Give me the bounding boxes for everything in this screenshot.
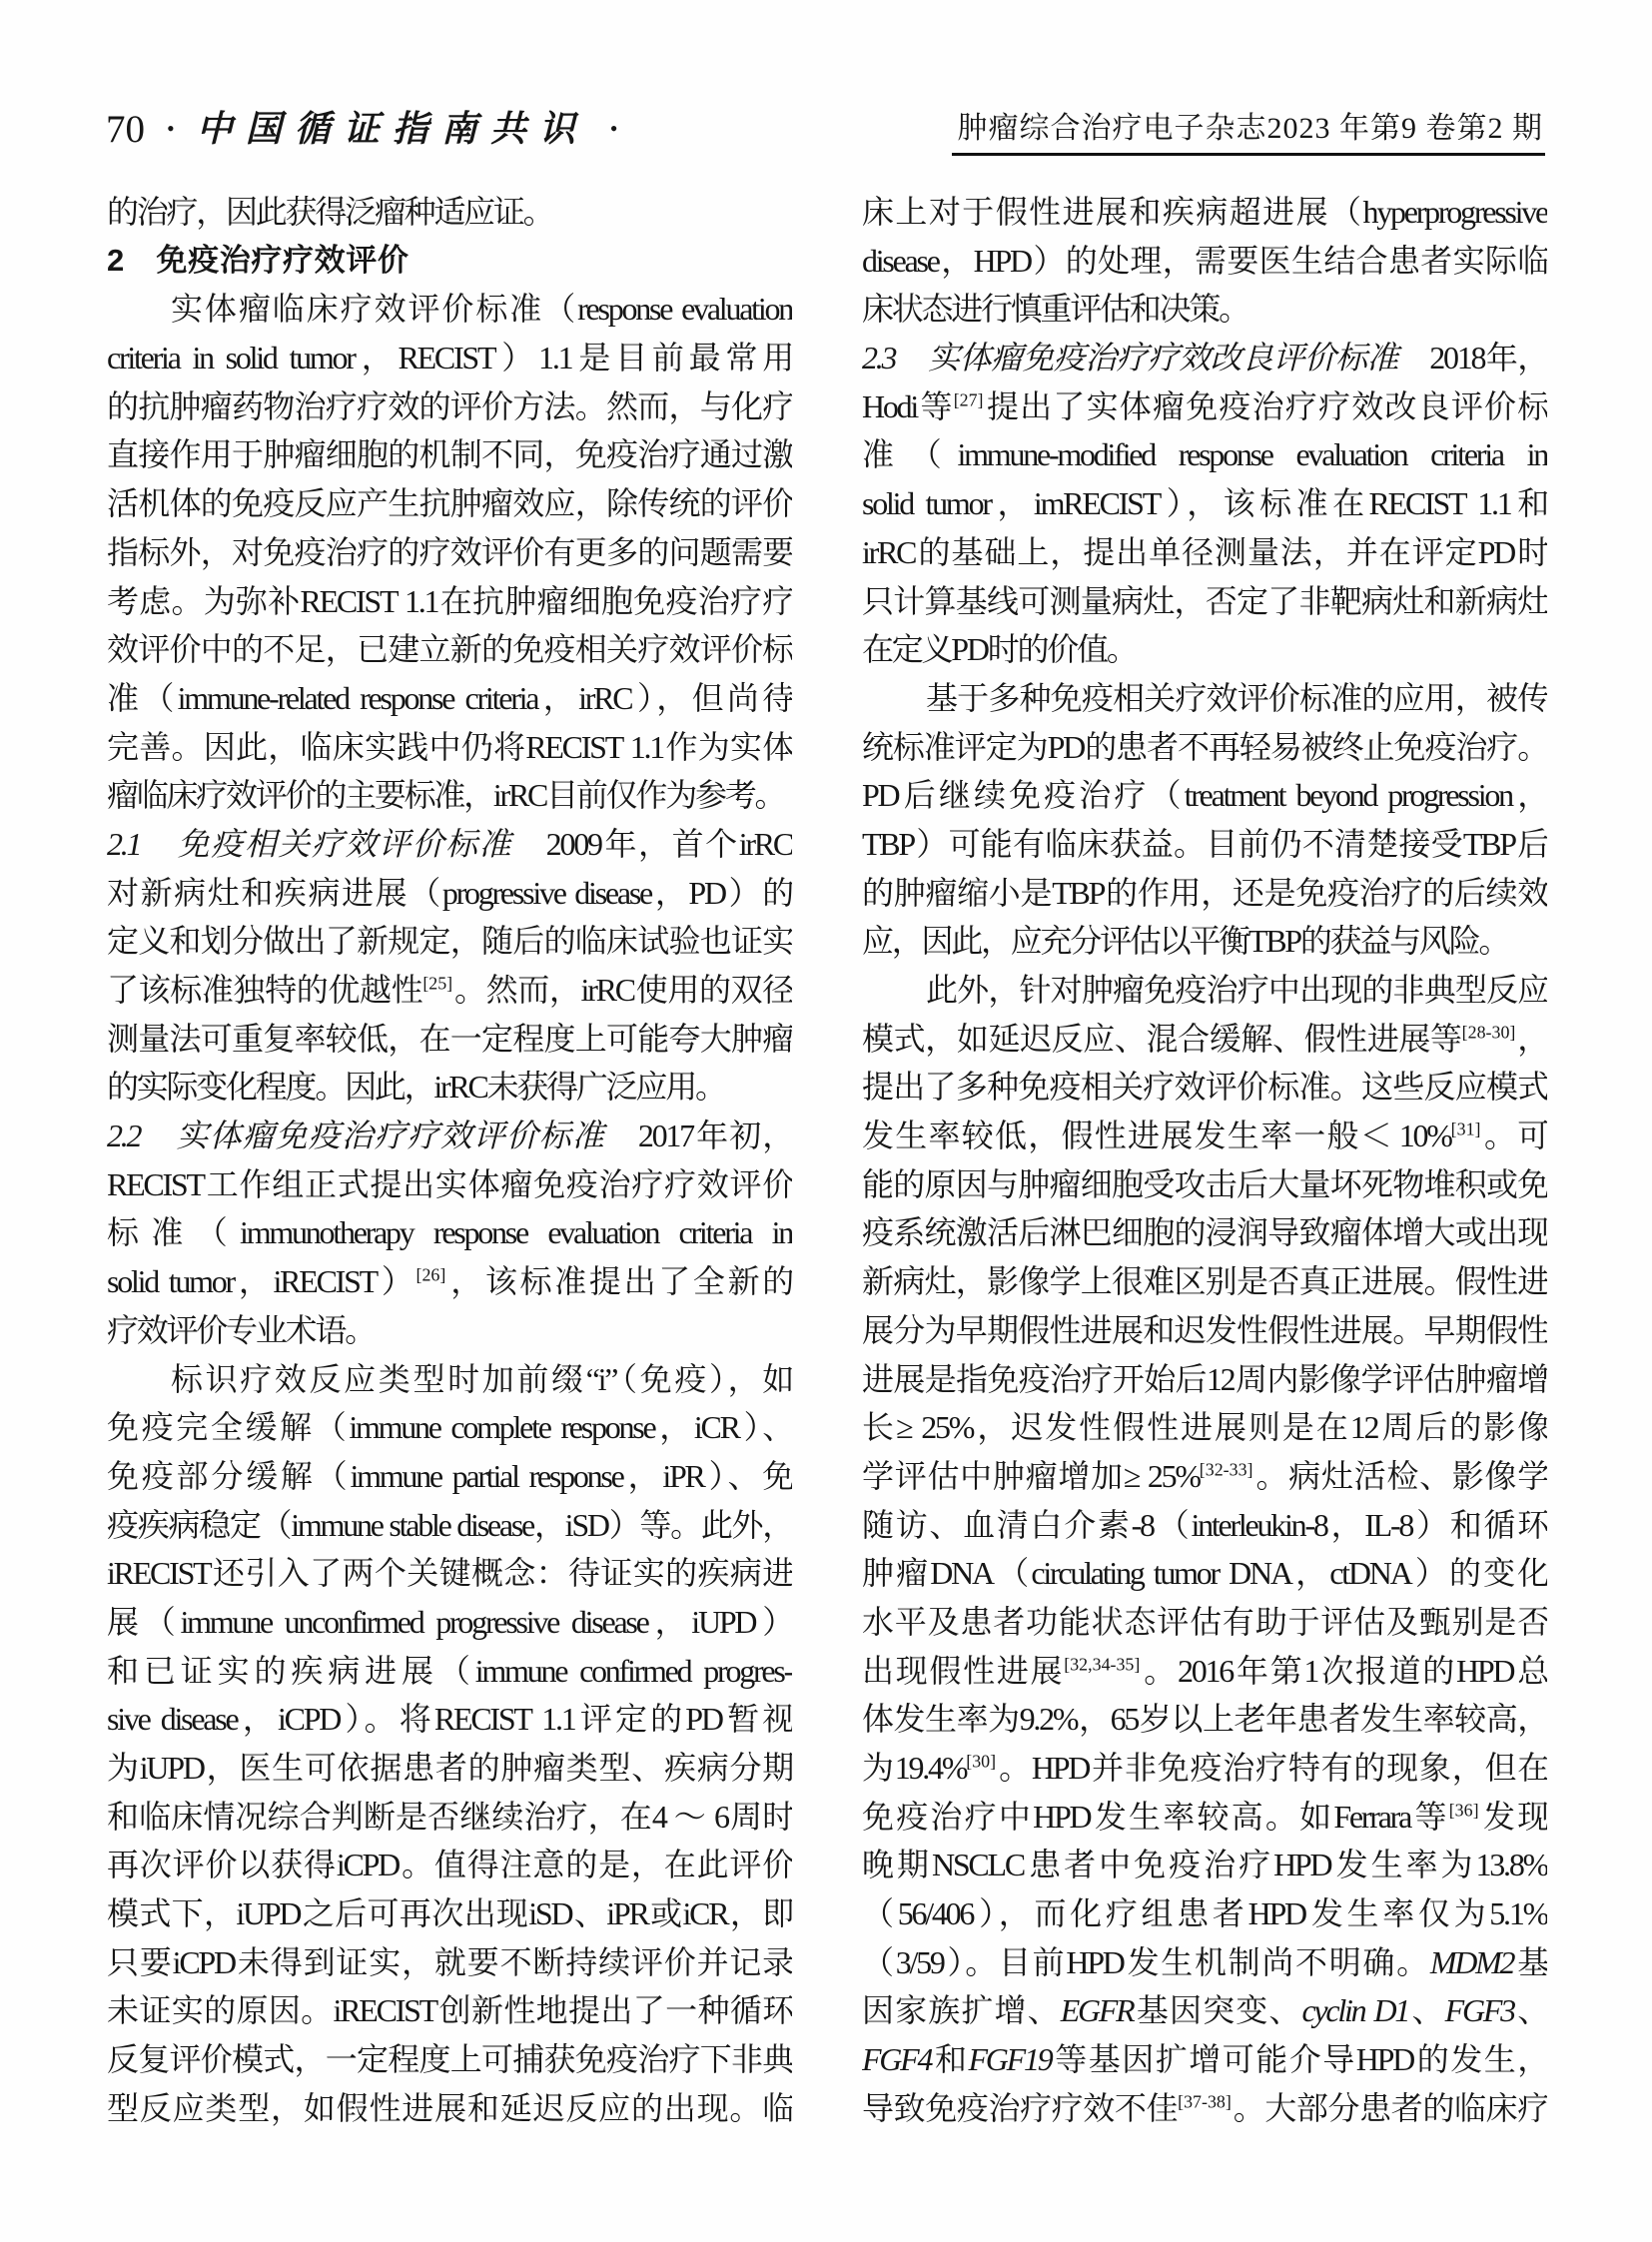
text-line xyxy=(862,1647,1547,1696)
citation-reference: [26] xyxy=(415,1264,446,1285)
text-run: Hodi等 xyxy=(862,387,954,424)
text-run: 测量法可重复率较低，在一定程度上可能夸大肿瘤 xyxy=(107,1020,792,1057)
text-line xyxy=(862,1938,1547,1987)
text-run: 的抗肿瘤药物治疗疗效的评价方法。然而，与化疗 xyxy=(107,387,792,424)
text-run: 完善。因此，临床实践中仍将RECIST 1.1作为实体 xyxy=(107,728,792,765)
column-right xyxy=(862,188,1547,2133)
text-run: 考虑。为弥补RECIST 1.1在抗肿瘤细胞免疫治疗疗 xyxy=(107,582,792,619)
text-line xyxy=(107,1889,792,1938)
text-line xyxy=(107,1841,792,1889)
text-line xyxy=(862,1501,1547,1550)
text-line xyxy=(107,1257,792,1306)
text-run: 的实际变化程度。因此，irRC未获得广泛应用。 xyxy=(107,1069,725,1106)
text-line xyxy=(107,1063,792,1112)
text-run: solid tumor，imRECIST），该标准在RECIST 1.1和 xyxy=(862,485,1547,522)
text-line xyxy=(862,917,1547,966)
text-run: 疗效评价专业术语。 xyxy=(107,1311,375,1348)
text-run: 对新病灶和疾病进展（progressive disease，PD）的 xyxy=(107,874,792,911)
text-line xyxy=(862,1986,1547,2035)
text-run: 。HPD并非免疫治疗特有的现象，但在 xyxy=(996,1750,1547,1786)
text-line xyxy=(107,1793,792,1842)
text-line xyxy=(862,723,1547,772)
text-run: 模式，如延迟反应、混合缓解、假性进展等 xyxy=(862,1020,1462,1057)
text-line xyxy=(107,2084,792,2133)
citation-reference: [36] xyxy=(1448,1800,1479,1821)
text-run: 水平及患者功能状态评估有助于评估及甄别是否 xyxy=(862,1603,1547,1640)
citation-reference: [27] xyxy=(953,389,984,410)
text-run: （3/59）。目前HPD发生机制尚不明确。 xyxy=(862,1943,1430,1980)
text-run: solid tumor，iRECIST） xyxy=(107,1263,416,1300)
text-run: 2 免疫治疗疗效评价 xyxy=(107,242,410,278)
text-line xyxy=(107,1355,792,1404)
text-line xyxy=(107,285,792,334)
text-line xyxy=(862,430,1547,479)
text-run: 展（immune unconfirmed progressive disease，iUPD） xyxy=(107,1603,792,1640)
text-run: 、 xyxy=(1408,1992,1445,2029)
text-line xyxy=(862,820,1547,869)
article-body xyxy=(107,188,1547,2133)
text-line xyxy=(862,1841,1547,1889)
page-number: 70 xyxy=(106,107,145,151)
text-run: 床状态进行慎重评估和决策。 xyxy=(862,291,1248,328)
text-run: 应，因此，应充分评估以平衡TBP的获益与风险。 xyxy=(862,923,1509,960)
text-run: 型反应类型，如假性进展和延迟反应的出现。临 xyxy=(107,2089,792,2126)
text-line xyxy=(862,771,1547,820)
text-run: 展分为早期假性进展和迟发性假性进展。早期假性 xyxy=(862,1311,1547,1348)
citation-reference: [25] xyxy=(422,973,453,994)
citation-reference: [28-30] xyxy=(1461,1022,1516,1043)
subsection-heading-line xyxy=(862,334,1547,382)
text-line xyxy=(862,577,1547,626)
gene-name-italic: FGF19 xyxy=(968,2041,1052,2078)
gene-name-italic: cyclin D1 xyxy=(1301,1992,1409,2029)
series-title: 中国循证指南共识 xyxy=(196,109,588,149)
citation-reference: [31] xyxy=(1450,1119,1481,1139)
text-run: 提出了实体瘤免疫治疗疗效改良评价标 xyxy=(983,387,1547,424)
text-line xyxy=(107,1208,792,1257)
text-line xyxy=(107,1549,792,1598)
text-run: 。可 xyxy=(1480,1118,1547,1154)
text-run: 疫疾病稳定（immune stable disease，iSD）等。此外， xyxy=(107,1506,792,1543)
text-run: 为iUPD，医生可依据患者的肿瘤类型、疾病分期 xyxy=(107,1750,792,1786)
text-line xyxy=(862,1598,1547,1647)
text-run: 实体瘤临床疗效评价标准（response evaluation xyxy=(171,291,792,328)
text-run: 只计算基线可测量病灶，否定了非靶病灶和新病灶 xyxy=(862,582,1547,619)
text-run: （56/406），而化疗组患者HPD发生率仅为5.1% xyxy=(862,1895,1547,1932)
text-run: 学评估中肿瘤增加≥ 25% xyxy=(862,1457,1200,1494)
text-run: 。大部分患者的临床疗 xyxy=(1231,2089,1547,2126)
gene-name-italic: EGFR xyxy=(1060,1992,1134,2029)
text-run: irRC的基础上，提出单径测量法，并在评定PD时 xyxy=(862,533,1547,570)
text-run: disease，HPD）的处理，需要医生结合患者实际临 xyxy=(862,242,1547,279)
text-run: 标识疗效反应类型时加前缀“i”（免疫），如 xyxy=(171,1360,792,1397)
text-line xyxy=(862,1063,1547,1112)
citation-reference: [32-33] xyxy=(1199,1459,1253,1480)
text-line xyxy=(862,966,1547,1015)
text-line xyxy=(862,1889,1547,1938)
text-run: ， xyxy=(1515,1020,1547,1057)
bullet-icon: • xyxy=(609,116,618,141)
text-line xyxy=(862,1452,1547,1501)
text-line xyxy=(107,1501,792,1550)
text-run: 免疫完全缓解（immune complete response，iCR）、 xyxy=(107,1409,792,1446)
running-head-left xyxy=(106,104,617,154)
citation-reference: [37-38] xyxy=(1178,2091,1232,2112)
section-heading xyxy=(107,237,792,286)
text-line xyxy=(862,479,1547,528)
subsection-heading-line xyxy=(107,820,792,869)
text-run: 免疫部分缓解（immune partial response，iPR）、免 xyxy=(107,1457,792,1494)
text-line xyxy=(107,1160,792,1209)
text-run: 在定义PD时的价值。 xyxy=(862,631,1137,668)
text-run: 反复评价模式，一定程度上可捕获免疫治疗下非典 xyxy=(107,2041,792,2078)
text-run: 、 xyxy=(1513,1992,1547,2029)
text-run: 未证实的原因。iRECIST创新性地提出了一种循环 xyxy=(107,1992,792,2029)
text-line xyxy=(107,1695,792,1744)
text-run: 2018年， xyxy=(1397,340,1547,376)
text-line xyxy=(107,382,792,431)
text-line xyxy=(107,334,792,382)
text-run: 。2016年第1次报道的HPD总 xyxy=(1140,1652,1547,1689)
text-line xyxy=(107,188,792,237)
journal-title: 肿瘤综合治疗电子杂志2023 年第9 卷第2 期 xyxy=(952,112,1546,156)
text-run: 发现 xyxy=(1478,1798,1547,1835)
text-run: TBP）可能有临床获益。目前仍不清楚接受TBP后 xyxy=(862,825,1547,862)
text-line xyxy=(107,2035,792,2084)
text-run: 导致免疫治疗疗效不佳 xyxy=(862,2089,1179,2126)
text-run: 只要iCPD未得到证实，就要不断持续评价并记录 xyxy=(107,1943,792,1980)
text-line xyxy=(862,1015,1547,1064)
text-run: 提出了多种免疫相关疗效评价标准。这些反应模式 xyxy=(862,1069,1547,1106)
text-line xyxy=(107,771,792,820)
text-run: 准（immune-modified response evaluation criteria in xyxy=(862,436,1547,473)
text-run: 指标外，对免疫治疗的疗效评价有更多的问题需要 xyxy=(107,533,792,570)
text-run: 和临床情况综合判断是否继续治疗，在4 ～ 6周时 xyxy=(107,1798,792,1835)
text-run: RECIST工作组正式提出实体瘤免疫治疗疗效评价 xyxy=(107,1165,792,1202)
text-line xyxy=(107,1744,792,1793)
text-line xyxy=(107,1015,792,1064)
text-line xyxy=(862,237,1547,286)
text-line xyxy=(862,1112,1547,1160)
text-run: 瘤临床疗效评价的主要标准，irRC目前仅作为参考。 xyxy=(107,777,785,814)
text-run: 直接作用于肿瘤细胞的机制不同，免疫治疗通过激 xyxy=(107,436,792,473)
text-run: 发生率较低，假性进展发生率一般＜ 10% xyxy=(862,1118,1451,1154)
text-line xyxy=(107,1403,792,1452)
text-line xyxy=(862,188,1547,237)
text-run: 能的原因与肿瘤细胞受攻击后大量坏死物堆积或免 xyxy=(862,1165,1547,1202)
text-run: sive disease，iCPD）。将RECIST 1.1评定的PD暂视 xyxy=(107,1701,792,1738)
subsection-number-title: 2.1 免疫相关疗效评价标准 xyxy=(107,825,513,862)
text-line xyxy=(862,382,1547,431)
text-run: 再次评价以获得iCPD。值得注意的是，在此评价 xyxy=(107,1847,792,1883)
text-line xyxy=(862,2084,1547,2133)
text-line xyxy=(107,1986,792,2035)
text-run: 标准（immunotherapy response evaluation criteria in xyxy=(107,1214,792,1251)
text-run: 新病灶，影像学上很难区别是否真正进展。假性进 xyxy=(862,1263,1547,1300)
text-line xyxy=(862,1744,1547,1793)
text-line xyxy=(107,430,792,479)
text-run: 免疫治疗中HPD发生率较高。如Ferrara等 xyxy=(862,1798,1449,1835)
text-run: 此外，针对肿瘤免疫治疗中出现的非典型反应 xyxy=(926,972,1547,1008)
text-line xyxy=(862,1355,1547,1404)
text-run: 定义和划分做出了新规定，随后的临床试验也证实 xyxy=(107,923,792,960)
text-run: ，该标准提出了全新的 xyxy=(445,1263,792,1300)
subsection-number-title: 2.3 实体瘤免疫治疗疗效改良评价标准 xyxy=(862,340,1398,376)
text-run: 为19.4% xyxy=(862,1750,967,1786)
text-line xyxy=(107,869,792,918)
text-run: 2017年初， xyxy=(604,1118,792,1154)
text-line xyxy=(107,1647,792,1696)
text-line xyxy=(107,1598,792,1647)
text-line xyxy=(107,723,792,772)
text-line xyxy=(862,2035,1547,2084)
text-line xyxy=(107,917,792,966)
text-run: 的肿瘤缩小是TBP的作用，还是免疫治疗的后续效 xyxy=(862,874,1547,911)
text-line xyxy=(107,966,792,1015)
text-run: 的治疗，因此获得泛瘤种适应证。 xyxy=(107,194,553,230)
text-run: 长≥ 25%，迟发性假性进展则是在12周后的影像 xyxy=(862,1409,1547,1446)
text-line xyxy=(862,285,1547,334)
text-line xyxy=(862,1160,1547,1209)
text-run: 2009年，首个irRC xyxy=(512,825,792,862)
citation-reference: [32,34-35] xyxy=(1064,1653,1141,1674)
text-run: 体发生率为9.2%，65岁以上老年患者发生率较高， xyxy=(862,1701,1547,1738)
text-line xyxy=(862,1257,1547,1306)
text-run: 随访、血清白介素-8（interleukin-8，IL-8）和循环 xyxy=(862,1506,1547,1543)
text-line xyxy=(107,479,792,528)
text-run: 。病灶活检、影像学 xyxy=(1252,1457,1547,1494)
text-run: 准（immune-related response criteria，irRC），但尚待 xyxy=(107,679,792,716)
text-line xyxy=(862,869,1547,918)
text-line xyxy=(107,674,792,723)
text-line xyxy=(107,1938,792,1987)
text-run: 和 xyxy=(931,2041,969,2078)
text-run: iRECIST还引入了两个关键概念：待证实的疾病进 xyxy=(107,1555,792,1592)
text-line xyxy=(862,1403,1547,1452)
column-left xyxy=(107,188,792,2133)
text-line xyxy=(107,528,792,577)
text-run: criteria in solid tumor，RECIST）1.1是目前最常用 xyxy=(107,340,792,376)
text-run: PD后继续免疫治疗（treatment beyond progression， xyxy=(862,777,1547,814)
text-run: 晚期NSCLC患者中免疫治疗HPD发生率为13.8% xyxy=(862,1847,1547,1883)
text-line xyxy=(107,1452,792,1501)
text-run: 肿瘤DNA（circulating tumor DNA，ctDNA）的变化 xyxy=(862,1555,1547,1592)
text-line xyxy=(107,1306,792,1355)
text-line xyxy=(862,1793,1547,1842)
text-run: 疫系统激活后淋巴细胞的浸润导致瘤体增大或出现 xyxy=(862,1214,1547,1251)
subsection-heading-line xyxy=(107,1112,792,1160)
text-run: 。然而，irRC使用的双径 xyxy=(452,972,792,1008)
text-line xyxy=(862,1306,1547,1355)
text-line xyxy=(862,625,1547,674)
text-run: 等基因扩增可能介导HPD的发生， xyxy=(1051,2041,1547,2078)
text-run: 统标准评定为PD的患者不再轻易被终止免疫治疗。 xyxy=(862,728,1547,765)
bullet-icon: • xyxy=(167,116,175,141)
text-run: 进展是指免疫治疗开始后12周内影像学评估肿瘤增 xyxy=(862,1360,1547,1397)
text-line xyxy=(862,1549,1547,1598)
text-run: 基因突变、 xyxy=(1133,1992,1302,2029)
text-run: 基 xyxy=(1513,1943,1547,1980)
text-line xyxy=(862,1695,1547,1744)
text-line xyxy=(862,674,1547,723)
text-run: 了该标准独特的优越性 xyxy=(107,972,423,1008)
text-run: 活机体的免疫反应产生抗肿瘤效应，除传统的评价 xyxy=(107,485,792,522)
text-run: 床上对于假性进展和疾病超进展（hyperprogressive xyxy=(862,194,1547,230)
text-run: 基于多种免疫相关疗效评价标准的应用，被传 xyxy=(926,679,1547,716)
text-line xyxy=(107,577,792,626)
text-run: 效评价中的不足，已建立新的免疫相关疗效评价标 xyxy=(107,631,792,668)
gene-name-italic: FGF4 xyxy=(862,2041,932,2078)
text-run: 和已证实的疾病进展（immune confirmed progres- xyxy=(107,1652,792,1689)
text-line xyxy=(862,528,1547,577)
subsection-number-title: 2.2 实体瘤免疫治疗疗效评价标准 xyxy=(107,1118,605,1154)
text-run: 出现假性进展 xyxy=(862,1652,1065,1689)
text-run: 模式下，iUPD之后可再次出现iSD、iPR或iCR，即 xyxy=(107,1895,792,1932)
gene-name-italic: FGF3 xyxy=(1444,1992,1514,2029)
text-line xyxy=(107,625,792,674)
text-run: 因家族扩增、 xyxy=(862,1992,1061,2029)
citation-reference: [30] xyxy=(966,1751,997,1772)
text-line xyxy=(862,1208,1547,1257)
gene-name-italic: MDM2 xyxy=(1429,1943,1514,1980)
